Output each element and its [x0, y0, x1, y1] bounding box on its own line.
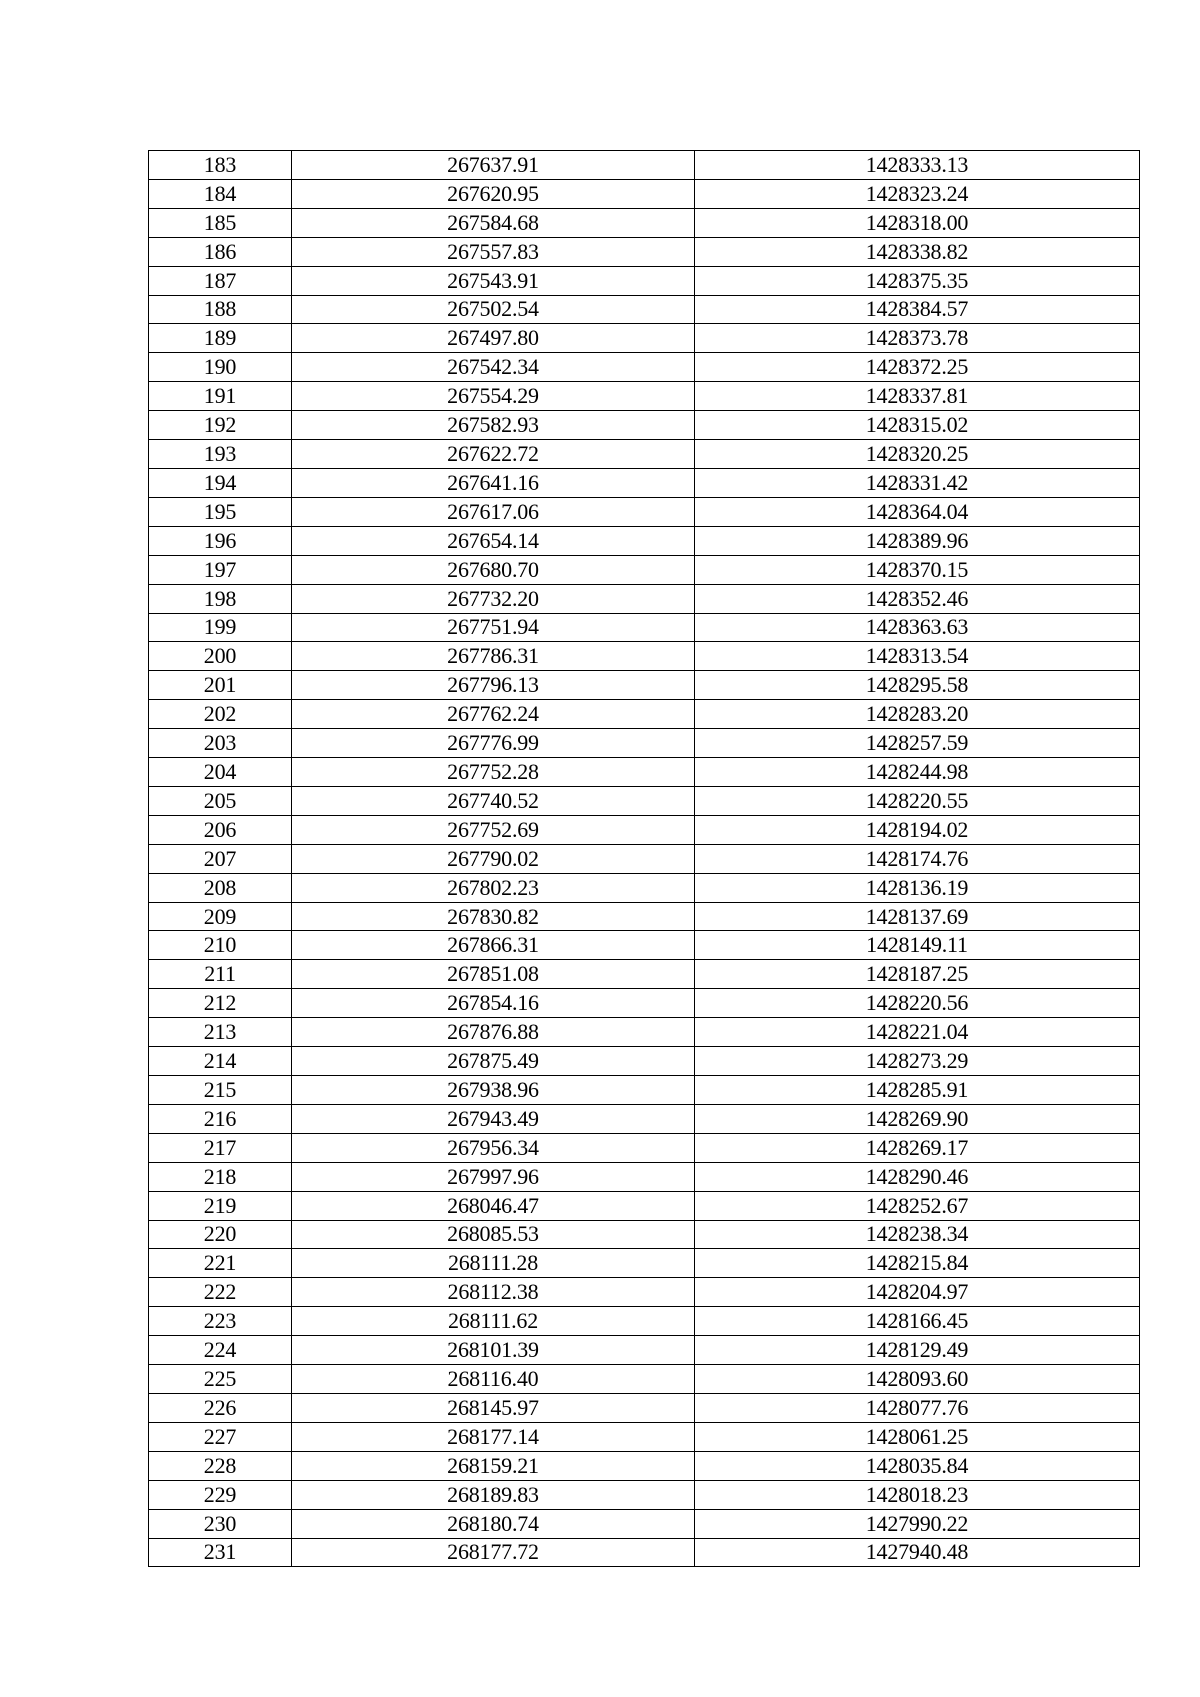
coordinates-table-body — [149, 151, 1140, 1567]
x-coordinate-cell: 267786.31 — [292, 642, 695, 671]
table-row — [149, 497, 1140, 526]
y-coordinate-cell: 1428166.45 — [695, 1307, 1140, 1336]
table-row — [149, 873, 1140, 902]
point-number-cell: 190 — [149, 353, 292, 382]
y-coordinate-cell: 1428285.91 — [695, 1076, 1140, 1105]
point-number-cell: 193 — [149, 440, 292, 469]
y-coordinate-cell: 1428352.46 — [695, 584, 1140, 613]
y-coordinate-cell: 1428238.34 — [695, 1220, 1140, 1249]
x-coordinate-cell: 267776.99 — [292, 729, 695, 758]
point-number-cell: 229 — [149, 1480, 292, 1509]
x-coordinate-cell: 267732.20 — [292, 584, 695, 613]
table-row — [149, 1278, 1140, 1307]
y-coordinate-cell: 1428373.78 — [695, 324, 1140, 353]
table-row — [149, 208, 1140, 237]
x-coordinate-cell: 267875.49 — [292, 1047, 695, 1076]
point-number-cell: 216 — [149, 1104, 292, 1133]
y-coordinate-cell: 1428370.15 — [695, 555, 1140, 584]
point-number-cell: 210 — [149, 931, 292, 960]
table-row — [149, 700, 1140, 729]
x-coordinate-cell: 268085.53 — [292, 1220, 695, 1249]
x-coordinate-cell: 268116.40 — [292, 1365, 695, 1394]
point-number-cell: 188 — [149, 295, 292, 324]
point-number-cell: 195 — [149, 497, 292, 526]
y-coordinate-cell: 1428323.24 — [695, 179, 1140, 208]
y-coordinate-cell: 1428364.04 — [695, 497, 1140, 526]
point-number-cell: 200 — [149, 642, 292, 671]
point-number-cell: 220 — [149, 1220, 292, 1249]
table-row — [149, 151, 1140, 180]
table-row — [149, 1480, 1140, 1509]
table-row — [149, 353, 1140, 382]
y-coordinate-cell: 1428295.58 — [695, 671, 1140, 700]
table-row — [149, 266, 1140, 295]
table-row — [149, 1365, 1140, 1394]
table-row — [149, 1307, 1140, 1336]
x-coordinate-cell: 267997.96 — [292, 1162, 695, 1191]
point-number-cell: 204 — [149, 758, 292, 787]
y-coordinate-cell: 1428220.56 — [695, 989, 1140, 1018]
table-row — [149, 1191, 1140, 1220]
point-number-cell: 197 — [149, 555, 292, 584]
point-number-cell: 212 — [149, 989, 292, 1018]
point-number-cell: 196 — [149, 526, 292, 555]
x-coordinate-cell: 267938.96 — [292, 1076, 695, 1105]
y-coordinate-cell: 1428244.98 — [695, 758, 1140, 787]
y-coordinate-cell: 1428252.67 — [695, 1191, 1140, 1220]
point-number-cell: 215 — [149, 1076, 292, 1105]
x-coordinate-cell: 268101.39 — [292, 1336, 695, 1365]
table-row — [149, 671, 1140, 700]
x-coordinate-cell: 267866.31 — [292, 931, 695, 960]
point-number-cell: 209 — [149, 902, 292, 931]
x-coordinate-cell: 268046.47 — [292, 1191, 695, 1220]
y-coordinate-cell: 1428093.60 — [695, 1365, 1140, 1394]
point-number-cell: 231 — [149, 1538, 292, 1567]
table-row — [149, 179, 1140, 208]
y-coordinate-cell: 1428269.17 — [695, 1133, 1140, 1162]
x-coordinate-cell: 267740.52 — [292, 786, 695, 815]
y-coordinate-cell: 1428221.04 — [695, 1018, 1140, 1047]
point-number-cell: 191 — [149, 382, 292, 411]
y-coordinate-cell: 1428338.82 — [695, 237, 1140, 266]
point-number-cell: 208 — [149, 873, 292, 902]
table-row — [149, 1336, 1140, 1365]
table-row — [149, 1249, 1140, 1278]
y-coordinate-cell: 1428194.02 — [695, 815, 1140, 844]
y-coordinate-cell: 1428375.35 — [695, 266, 1140, 295]
y-coordinate-cell: 1428315.02 — [695, 411, 1140, 440]
point-number-cell: 189 — [149, 324, 292, 353]
x-coordinate-cell: 267830.82 — [292, 902, 695, 931]
x-coordinate-cell: 267554.29 — [292, 382, 695, 411]
table-row — [149, 440, 1140, 469]
x-coordinate-cell: 267876.88 — [292, 1018, 695, 1047]
table-row — [149, 1220, 1140, 1249]
table-row — [149, 324, 1140, 353]
x-coordinate-cell: 268112.38 — [292, 1278, 695, 1307]
y-coordinate-cell: 1428363.63 — [695, 613, 1140, 642]
x-coordinate-cell: 267620.95 — [292, 179, 695, 208]
table-row — [149, 642, 1140, 671]
x-coordinate-cell: 267543.91 — [292, 266, 695, 295]
x-coordinate-cell: 267617.06 — [292, 497, 695, 526]
point-number-cell: 199 — [149, 613, 292, 642]
point-number-cell: 223 — [149, 1307, 292, 1336]
table-row — [149, 729, 1140, 758]
x-coordinate-cell: 267752.69 — [292, 815, 695, 844]
y-coordinate-cell: 1428136.19 — [695, 873, 1140, 902]
x-coordinate-cell: 267582.93 — [292, 411, 695, 440]
point-number-cell: 225 — [149, 1365, 292, 1394]
y-coordinate-cell: 1428061.25 — [695, 1422, 1140, 1451]
point-number-cell: 218 — [149, 1162, 292, 1191]
y-coordinate-cell: 1427990.22 — [695, 1509, 1140, 1538]
x-coordinate-cell: 267851.08 — [292, 960, 695, 989]
point-number-cell: 214 — [149, 1047, 292, 1076]
y-coordinate-cell: 1428077.76 — [695, 1393, 1140, 1422]
x-coordinate-cell: 268111.62 — [292, 1307, 695, 1336]
y-coordinate-cell: 1428389.96 — [695, 526, 1140, 555]
x-coordinate-cell: 267762.24 — [292, 700, 695, 729]
y-coordinate-cell: 1428149.11 — [695, 931, 1140, 960]
table-row — [149, 1104, 1140, 1133]
y-coordinate-cell: 1428204.97 — [695, 1278, 1140, 1307]
point-number-cell: 211 — [149, 960, 292, 989]
point-number-cell: 228 — [149, 1451, 292, 1480]
point-number-cell: 217 — [149, 1133, 292, 1162]
y-coordinate-cell: 1428018.23 — [695, 1480, 1140, 1509]
table-row — [149, 468, 1140, 497]
table-row — [149, 960, 1140, 989]
table-row — [149, 1018, 1140, 1047]
y-coordinate-cell: 1428137.69 — [695, 902, 1140, 931]
x-coordinate-cell: 268145.97 — [292, 1393, 695, 1422]
point-number-cell: 194 — [149, 468, 292, 497]
point-number-cell: 187 — [149, 266, 292, 295]
table-row — [149, 931, 1140, 960]
x-coordinate-cell: 268180.74 — [292, 1509, 695, 1538]
y-coordinate-cell: 1428318.00 — [695, 208, 1140, 237]
point-number-cell: 184 — [149, 179, 292, 208]
point-number-cell: 219 — [149, 1191, 292, 1220]
y-coordinate-cell: 1428333.13 — [695, 151, 1140, 180]
table-row — [149, 786, 1140, 815]
table-row — [149, 1422, 1140, 1451]
coordinates-table — [148, 150, 1140, 1567]
point-number-cell: 203 — [149, 729, 292, 758]
x-coordinate-cell: 267641.16 — [292, 468, 695, 497]
y-coordinate-cell: 1428337.81 — [695, 382, 1140, 411]
point-number-cell: 221 — [149, 1249, 292, 1278]
table-row — [149, 237, 1140, 266]
point-number-cell: 230 — [149, 1509, 292, 1538]
x-coordinate-cell: 267557.83 — [292, 237, 695, 266]
table-row — [149, 758, 1140, 787]
y-coordinate-cell: 1428384.57 — [695, 295, 1140, 324]
x-coordinate-cell: 268111.28 — [292, 1249, 695, 1278]
table-row — [149, 1162, 1140, 1191]
table-row — [149, 411, 1140, 440]
x-coordinate-cell: 267943.49 — [292, 1104, 695, 1133]
x-coordinate-cell: 268159.21 — [292, 1451, 695, 1480]
table-row — [149, 1451, 1140, 1480]
table-row — [149, 1133, 1140, 1162]
table-row — [149, 613, 1140, 642]
y-coordinate-cell: 1428269.90 — [695, 1104, 1140, 1133]
table-row — [149, 295, 1140, 324]
x-coordinate-cell: 267542.34 — [292, 353, 695, 382]
x-coordinate-cell: 267751.94 — [292, 613, 695, 642]
table-row — [149, 844, 1140, 873]
table-row — [149, 1509, 1140, 1538]
point-number-cell: 186 — [149, 237, 292, 266]
point-number-cell: 198 — [149, 584, 292, 613]
x-coordinate-cell: 267584.68 — [292, 208, 695, 237]
point-number-cell: 202 — [149, 700, 292, 729]
y-coordinate-cell: 1428220.55 — [695, 786, 1140, 815]
table-row — [149, 1538, 1140, 1567]
point-number-cell: 183 — [149, 151, 292, 180]
y-coordinate-cell: 1428372.25 — [695, 353, 1140, 382]
y-coordinate-cell: 1428273.29 — [695, 1047, 1140, 1076]
y-coordinate-cell: 1428174.76 — [695, 844, 1140, 873]
y-coordinate-cell: 1428257.59 — [695, 729, 1140, 758]
x-coordinate-cell: 267796.13 — [292, 671, 695, 700]
point-number-cell: 213 — [149, 1018, 292, 1047]
point-number-cell: 226 — [149, 1393, 292, 1422]
x-coordinate-cell: 267752.28 — [292, 758, 695, 787]
table-row — [149, 584, 1140, 613]
x-coordinate-cell: 268177.14 — [292, 1422, 695, 1451]
y-coordinate-cell: 1428215.84 — [695, 1249, 1140, 1278]
table-row — [149, 989, 1140, 1018]
point-number-cell: 201 — [149, 671, 292, 700]
x-coordinate-cell: 267497.80 — [292, 324, 695, 353]
table-row — [149, 382, 1140, 411]
x-coordinate-cell: 267680.70 — [292, 555, 695, 584]
table-row — [149, 815, 1140, 844]
x-coordinate-cell: 267637.91 — [292, 151, 695, 180]
x-coordinate-cell: 267502.54 — [292, 295, 695, 324]
point-number-cell: 205 — [149, 786, 292, 815]
y-coordinate-cell: 1428129.49 — [695, 1336, 1140, 1365]
y-coordinate-cell: 1428187.25 — [695, 960, 1140, 989]
y-coordinate-cell: 1428283.20 — [695, 700, 1140, 729]
x-coordinate-cell: 267802.23 — [292, 873, 695, 902]
x-coordinate-cell: 268189.83 — [292, 1480, 695, 1509]
y-coordinate-cell: 1428320.25 — [695, 440, 1140, 469]
x-coordinate-cell: 267854.16 — [292, 989, 695, 1018]
point-number-cell: 222 — [149, 1278, 292, 1307]
y-coordinate-cell: 1428331.42 — [695, 468, 1140, 497]
table-row — [149, 526, 1140, 555]
x-coordinate-cell: 267654.14 — [292, 526, 695, 555]
y-coordinate-cell: 1427940.48 — [695, 1538, 1140, 1567]
table-row — [149, 1393, 1140, 1422]
point-number-cell: 185 — [149, 208, 292, 237]
table-row — [149, 1076, 1140, 1105]
point-number-cell: 224 — [149, 1336, 292, 1365]
point-number-cell: 206 — [149, 815, 292, 844]
y-coordinate-cell: 1428035.84 — [695, 1451, 1140, 1480]
table-row — [149, 1047, 1140, 1076]
point-number-cell: 227 — [149, 1422, 292, 1451]
x-coordinate-cell: 268177.72 — [292, 1538, 695, 1567]
point-number-cell: 192 — [149, 411, 292, 440]
x-coordinate-cell: 267622.72 — [292, 440, 695, 469]
table-row — [149, 555, 1140, 584]
y-coordinate-cell: 1428290.46 — [695, 1162, 1140, 1191]
x-coordinate-cell: 267956.34 — [292, 1133, 695, 1162]
table-row — [149, 902, 1140, 931]
y-coordinate-cell: 1428313.54 — [695, 642, 1140, 671]
x-coordinate-cell: 267790.02 — [292, 844, 695, 873]
point-number-cell: 207 — [149, 844, 292, 873]
